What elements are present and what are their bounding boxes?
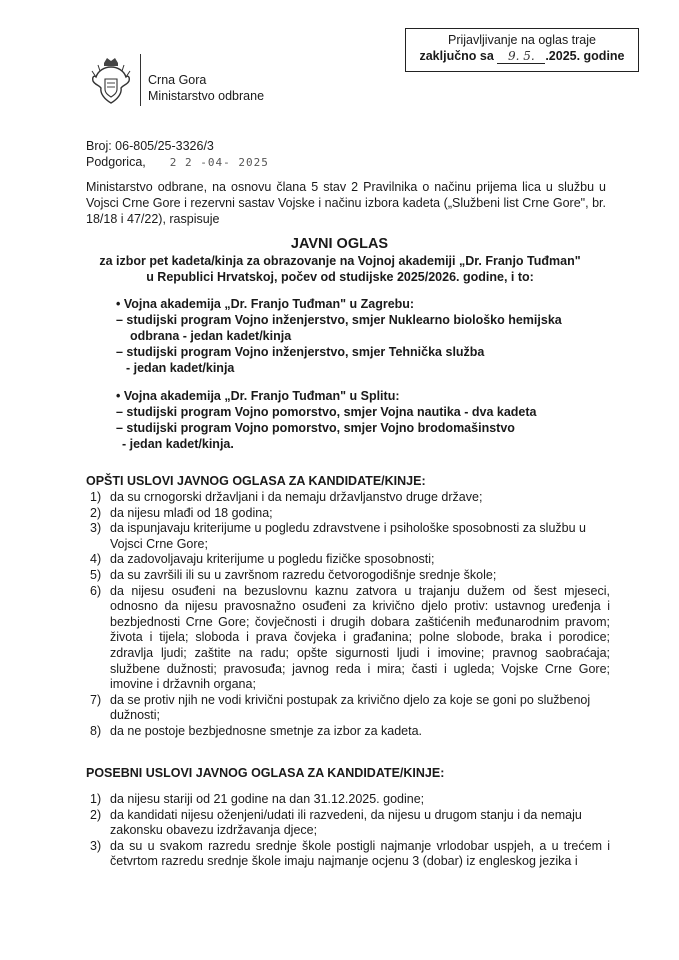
deadline-suffix: .2025. godine [545, 49, 625, 63]
split-heading: • Vojna akademija „Dr. Franjo Tuđman" u Splitu: [116, 389, 400, 403]
subtitle-line1: za izbor pet kadeta/kinja za obrazovanje na Vojnoj akademiji „Dr. Franjo Tuđman" [99, 254, 581, 268]
special-condition-2: 2) da kandidati nijesu oženjeni/udati ili razvedeni, da nijesu u drugom stanju i da nemaju zakonsku obavezu izdržavanja djece; [90, 807, 582, 838]
general-condition-7: 7) da se protiv njih ne vodi krivični postupak za krivično djelo za koje se goni po službenoj dužnosti; [90, 692, 591, 723]
split-program1: – studijski program Vojno pomorstvo, smjer Vojna nautika - dva kadeta [116, 405, 537, 419]
deadline-box [405, 28, 639, 72]
general-conditions-list [90, 490, 610, 740]
zagreb-program2-cont: - jedan kadet/kinja [126, 361, 235, 375]
split-program2: – studijski program Vojno pomorstvo, smjer Vojno brodomašinstvo [116, 421, 515, 435]
document-subtitle [80, 254, 600, 285]
special-conditions-list [90, 792, 610, 870]
general-conditions-heading: OPŠTI USLOVI JAVNOG OGLASA ZA KANDIDATE/KINJE: [86, 474, 426, 488]
general-condition-5: 5) da su završili ili su u završnom razredu četvorogodišnje srednje škole; [90, 567, 497, 582]
special-conditions-heading: POSEBNI USLOVI JAVNOG OGLASA ZA KANDIDATE/KINJE: [86, 766, 445, 780]
organization-name [148, 72, 264, 104]
general-condition-3: 3) da ispunjavaju kriterijume u pogledu zdravstvene i psihološke sposobnosti za službu u Vojsci Crne Gore; [90, 521, 586, 551]
header-divider [140, 54, 141, 106]
reference-number: Broj: 06-805/25-3326/3 [86, 139, 214, 153]
general-condition-1: 1) da su crnogorski državljani i da nemaju državljanstvo druge države; [90, 490, 483, 504]
general-condition-8: 8) da ne postoje bezbjednosne smetnje za izbor za kadeta. [90, 723, 423, 738]
special-condition-1: 1) da nijesu stariji od 21 godine na dan 31.12.2025. godine; [90, 792, 425, 806]
deadline-line2 [406, 49, 638, 64]
stamp-date: 2 2 -04- 2025 [169, 156, 269, 169]
general-condition-4: 4) da zadovoljavaju kriterijume u pogledu fizičke sposobnosti; [90, 552, 435, 567]
org-line1: Crna Gora [148, 73, 207, 87]
deadline-handwritten-date: 9. 5. [497, 49, 545, 64]
zagreb-program1-cont: odbrana - jedan kadet/kinja [130, 329, 292, 343]
general-condition-6: 6) da nijesu osuđeni na bezuslovnu kaznu zatvora u trajanju dužem od šest mjeseci, odnosno da nijesu pravosnažno osuđeni za krivično djelo protiv: ustavnog uređenja i bezbjednosti Crne Gore; čovječnosti i drugih dobara zaštićenih međunarodnim pravom; života i tijela; sloboda i prava čovjeka i građanina; polne slobode, braka i porodice; zdravlja ljudi; zaštite na radu; opšte sigurnosti ljudi i imovine; pravnog saobraćaja; službene dužnosti; pravosuđa; javnog reda i mira; časti i ugleda; Vojske Crne Gore; imovine i državnih organa; [90, 583, 610, 692]
zagreb-program1: – studijski program Vojno inženjerstvo, smjer Nuklearno biološko hemijska [116, 313, 562, 327]
reference-block [86, 138, 269, 171]
place: Podgorica, [86, 155, 146, 169]
split-program2-cont: - jedan kadet/kinja. [122, 437, 234, 451]
general-condition-2: 2) da nijesu mlađi od 18 godina; [90, 505, 273, 520]
deadline-prefix: zaključno sa [419, 49, 494, 63]
org-line2: Ministarstvo odbrane [148, 89, 265, 103]
subtitle-line2: u Republici Hrvatskoj, počev od studijske 2025/2026. godine, i to: [146, 269, 534, 284]
special-condition-3: 3) da su u svakom razredu srednje škole postigli najmanje vrlodobar uspjeh, a u trećem i četvrtom razredu srednje škole imaju najmanje ocjenu 3 (dobar) iz engleskog jezika i [90, 838, 610, 869]
place-date [86, 154, 269, 171]
intro-paragraph: Ministarstvo odbrane, na osnovu člana 5 stav 2 Pravilnika o načinu prijema lica u službu u Vojsci Crne Gore i rezervni sastav Vojske i načinu izbora kadeta („Službeni list Crne Gore", br. 18/18 i 47/22), raspisuje [86, 180, 606, 226]
deadline-line1: Prijavljivanje na oglas traje [448, 33, 596, 47]
zagreb-program2: – studijski program Vojno inženjerstvo, smjer Tehnička služba [116, 345, 485, 359]
document-title: JAVNI OGLAS [290, 236, 389, 252]
coat-of-arms-icon [90, 55, 132, 107]
zagreb-heading: • Vojna akademija „Dr. Franjo Tuđman" u Zagrebu: [116, 297, 415, 311]
